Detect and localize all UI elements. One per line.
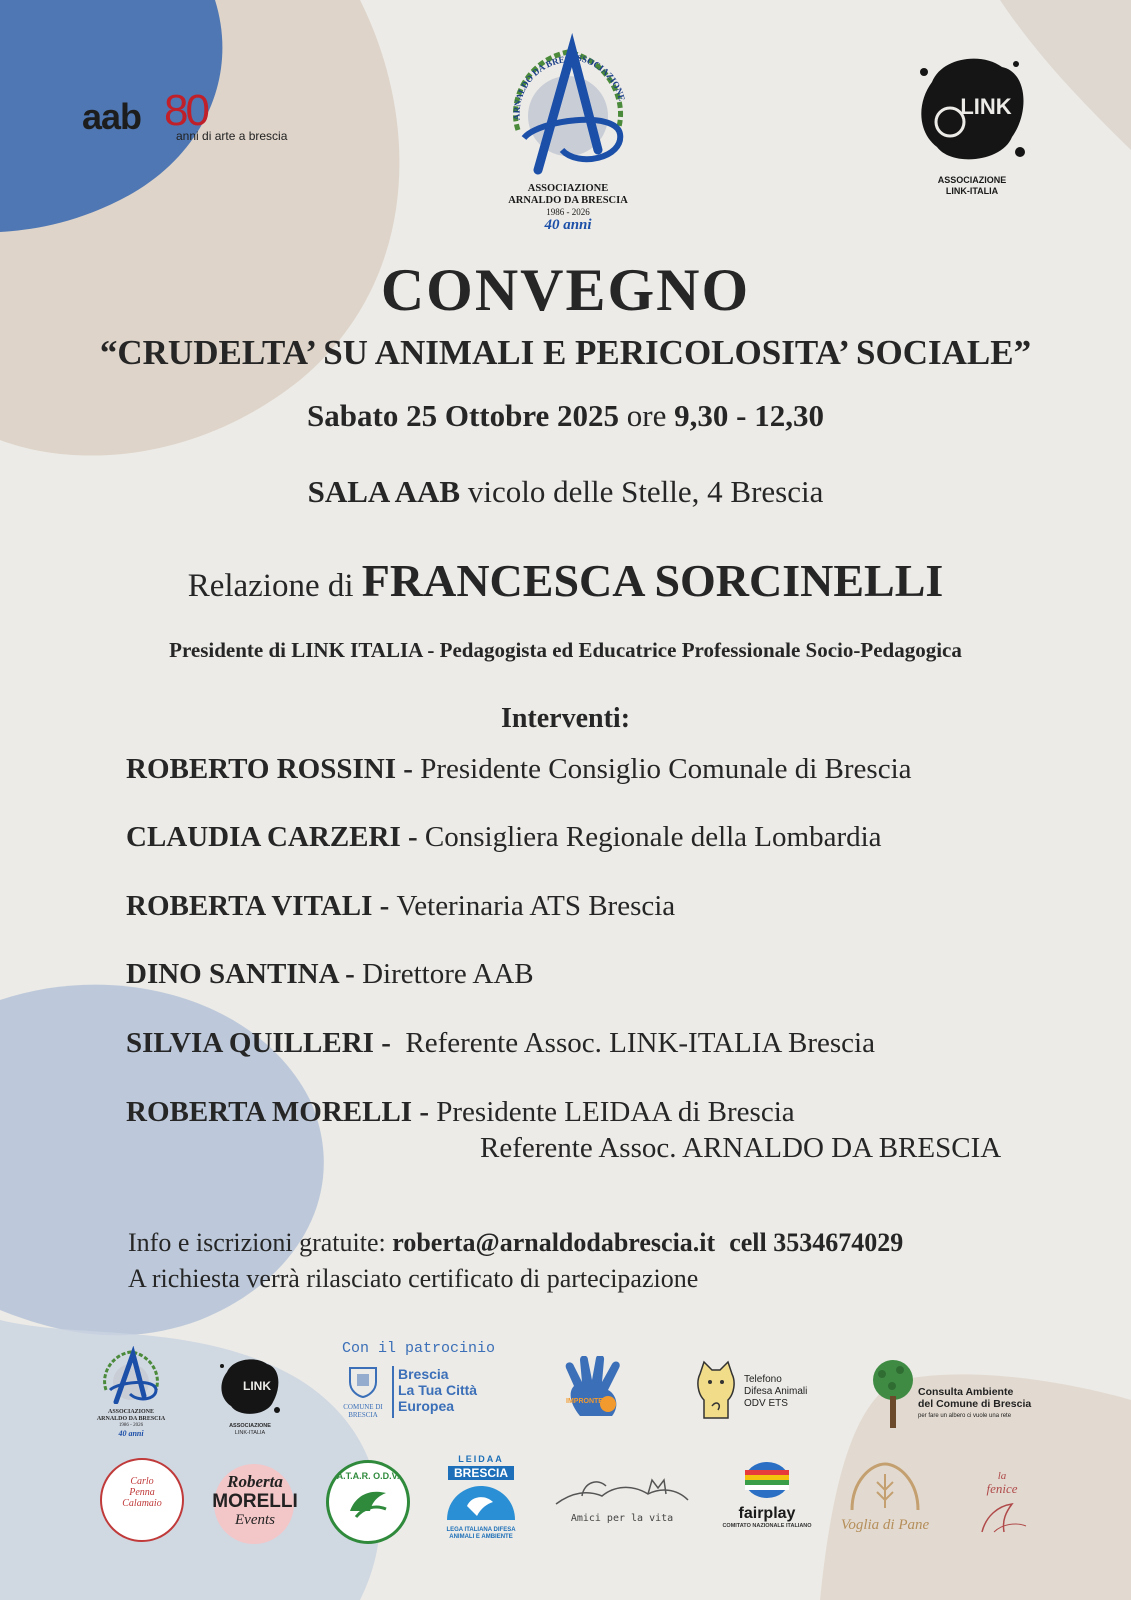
- patrocinio-divider: [392, 1366, 394, 1418]
- speaker-name: ROBERTO ROSSINI: [126, 753, 397, 785]
- arnaldo-caption-2: ARNALDO DA BRESCIA: [508, 195, 628, 206]
- voglia-di-pane-logo: [832, 1460, 938, 1544]
- leidaa-top: LEIDAA: [458, 1454, 504, 1464]
- consulta-caption-1: Consulta Ambiente: [918, 1386, 1014, 1398]
- footer-arnaldo-caption-2: ARNALDO DA BRESCIA: [96, 1416, 166, 1422]
- arnaldo-emblem-icon: [498, 30, 638, 178]
- interventi-heading: Interventi:: [500, 703, 631, 734]
- consulta-caption-3: per fare un albero ci vuole una rete: [918, 1413, 1012, 1419]
- fenice-caption-2: fenice: [986, 1481, 1018, 1496]
- wheat-ear-icon: [832, 1460, 938, 1512]
- impronte-logo: [560, 1356, 630, 1426]
- fairplay-word: fairplay: [738, 1505, 796, 1522]
- main-speaker-role: Presidente di LINK ITALIA - Pedagogista ed Educatrice Professionale Socio-Pedagogica: [169, 638, 962, 662]
- footer-arnaldo-logo: [96, 1346, 166, 1446]
- telefono-caption-3: ODV ETS: [744, 1398, 788, 1409]
- telefono-caption-1: Telefono: [744, 1374, 782, 1385]
- footer-link-logo: [216, 1356, 284, 1446]
- morelli-caption-3: Events: [235, 1512, 275, 1528]
- footer-arnaldo-years: 1986 - 2026: [118, 1423, 144, 1428]
- fairplay-sub: COMITATO NAZIONALE ITALIANO: [722, 1523, 812, 1529]
- roberta-morelli-events-logo: [200, 1462, 310, 1542]
- aab80-logo: [82, 86, 322, 156]
- speaker-separator: -: [412, 1096, 437, 1128]
- arnaldo-small-emblem-icon: [98, 1346, 164, 1404]
- carlo-caption-2: Penna: [129, 1487, 155, 1498]
- footer-link-word: LINK: [243, 1379, 271, 1393]
- carlo-caption-1: Carlo: [130, 1476, 154, 1487]
- speaker-item: [126, 821, 882, 854]
- voglia-caption: Voglia di Pane: [840, 1517, 930, 1533]
- speaker-name: SILVIA QUILLERI: [126, 1027, 374, 1059]
- cat-phone-icon: [694, 1360, 738, 1422]
- leidaa-caption-1: LEGA ITALIANA DIFESA: [446, 1527, 516, 1533]
- relazione-line: [0, 554, 1131, 607]
- speaker-separator: -: [372, 890, 397, 922]
- aab-logo-tagline: anni di arte a brescia: [176, 129, 288, 143]
- tree-icon: [870, 1356, 916, 1430]
- comune-brescia-block: [338, 1364, 388, 1419]
- fairplay-logo: [712, 1460, 822, 1540]
- info-email[interactable]: roberta@arnaldodabrescia.it: [392, 1228, 716, 1257]
- impronte-label: IMPRONTE: [566, 1398, 603, 1405]
- arnaldo-da-brescia-logo: [498, 30, 638, 240]
- aab-logo-number: 80: [164, 86, 207, 135]
- speaker-separator: -: [337, 958, 363, 990]
- link-logo-word: LINK: [960, 94, 1012, 119]
- event-date-middle: ore: [619, 398, 675, 433]
- link-splash-icon: [912, 52, 1032, 170]
- relazione-prefix: Relazione di: [187, 568, 362, 604]
- speaker-item: [126, 1096, 795, 1129]
- speaker-name: ROBERTA VITALI: [126, 890, 373, 922]
- comune-label-2: BRESCIA: [348, 1411, 378, 1419]
- morelli-caption-2: MORELLI: [212, 1491, 298, 1512]
- aab-logo-word: aab: [82, 96, 142, 137]
- info-line: [128, 1228, 903, 1258]
- atar-label: A.T.A.R. O.D.V.: [336, 1471, 400, 1481]
- link-caption-2: LINK-ITALIA: [945, 186, 999, 196]
- event-date-time: 9,30 - 12,30: [674, 398, 824, 433]
- arnaldo-years: 1986 - 2026: [546, 207, 590, 217]
- speaker-item: [126, 1027, 875, 1060]
- globe-dog-icon: [441, 1482, 521, 1522]
- carlo-caption-3: Calamaio: [122, 1498, 162, 1509]
- arnaldo-caption-1: ASSOCIAZIONE: [527, 183, 609, 194]
- leidaa-caption-2: ANIMALI E AMBIENTE: [449, 1534, 513, 1540]
- leidaa-city: BRESCIA: [448, 1466, 514, 1480]
- brescia-slogan-1: Brescia: [398, 1366, 449, 1382]
- speaker-item: [126, 890, 675, 923]
- link-small-splash-icon: [217, 1356, 283, 1418]
- brescia-slogan-2: La Tua Città: [398, 1382, 478, 1398]
- brescia-slogan-3: Europea: [398, 1398, 455, 1414]
- event-date: [0, 398, 1131, 434]
- footer-arnaldo-caption-1: ASSOCIAZIONE: [107, 1409, 154, 1415]
- brescia-coat-of-arms-icon: [348, 1364, 378, 1398]
- footer-link-caption-2: LINK-ITALIA: [234, 1430, 266, 1436]
- comune-label-1: COMUNE DI: [343, 1403, 383, 1411]
- phoenix-icon: [972, 1496, 1032, 1536]
- speaker-role: Referente Assoc. LINK-ITALIA Brescia: [405, 1027, 875, 1059]
- speaker-role: Veterinaria ATS Brescia: [396, 890, 676, 922]
- event-place-hall: SALA AAB: [307, 474, 461, 509]
- speaker-role: Presidente Consiglio Comunale di Brescia: [420, 753, 912, 785]
- event-date-day: Sabato 25 Ottobre 2025: [307, 398, 620, 433]
- speaker-separator: -: [373, 1027, 406, 1059]
- speaker-role: Direttore AAB: [362, 958, 534, 990]
- link-italia-logo: [912, 52, 1032, 212]
- leidaa-brescia-logo: [436, 1454, 526, 1544]
- speaker-item: [126, 753, 912, 786]
- telefono-difesa-animali-logo: [694, 1360, 824, 1430]
- patrocinio-logo: [338, 1340, 498, 1430]
- atar-odv-logo: [326, 1460, 410, 1544]
- amici-per-la-vita-logo: [552, 1470, 692, 1530]
- speaker-name: ROBERTA MORELLI: [126, 1096, 413, 1128]
- speaker-name: CLAUDIA CARZERI: [126, 821, 401, 853]
- event-title: CONVEGNO: [380, 257, 751, 323]
- brescia-slogan: [398, 1366, 477, 1414]
- event-subtitle: “CRUDELTA’ SU ANIMALI E PERICOLOSITA’ SOCIALE”: [99, 333, 1032, 372]
- consulta-caption-2: del Comune di Brescia: [918, 1398, 1032, 1410]
- speaker-separator: -: [396, 753, 421, 785]
- speaker-role: Consigliera Regionale della Lombardia: [424, 821, 882, 853]
- blue-hand-print-icon: [560, 1356, 630, 1420]
- event-place: [0, 474, 1131, 510]
- morelli-caption-1: Roberta: [227, 1472, 283, 1491]
- fenice-caption-1: la: [997, 1470, 1007, 1482]
- certificate-note: A richiesta verrà rilasciato certificato di partecipazione: [128, 1264, 699, 1293]
- footer-arnaldo-anniversary: 40 anni: [118, 1429, 144, 1438]
- speaker-separator: -: [400, 821, 425, 853]
- telefono-caption: [744, 1374, 807, 1410]
- footer-link-caption-1: ASSOCIAZIONE: [229, 1423, 271, 1429]
- amici-caption: Amici per la vita: [570, 1513, 674, 1524]
- patrocinio-label: Con il patrocinio: [342, 1340, 496, 1357]
- hands-icon: [346, 1481, 390, 1521]
- main-speaker-name: FRANCESCA SORCINELLI: [361, 555, 944, 606]
- rainbow-stripes-icon: [742, 1460, 792, 1500]
- arnaldo-ring-left: ARNALDO DA BRES: [511, 53, 571, 121]
- speaker-name: DINO SANTINA: [126, 958, 338, 990]
- speaker-role: Presidente LEIDAA di Brescia: [436, 1096, 795, 1128]
- consulta-ambiente-logo: [870, 1356, 1040, 1436]
- la-fenice-logo: [962, 1464, 1042, 1544]
- telefono-caption-2: Difesa Animali: [744, 1386, 808, 1397]
- speaker-item: [126, 958, 534, 991]
- carlo-penna-calamaio-logo: [100, 1458, 184, 1542]
- consulta-caption: [918, 1386, 1031, 1422]
- arnaldo-anniversary: 40 anni: [544, 217, 592, 233]
- info-phone[interactable]: cell 3534674029: [729, 1228, 904, 1257]
- link-caption-1: ASSOCIAZIONE: [937, 175, 1007, 185]
- dog-cat-sketch-icon: [552, 1470, 692, 1508]
- info-prefix: Info e iscrizioni gratuite:: [128, 1228, 393, 1257]
- arnaldo-ring-right: ASSOCIAZIONE: [569, 51, 628, 102]
- event-place-address: vicolo delle Stelle, 4 Brescia: [460, 474, 824, 509]
- speaker-role-secondary: Referente Assoc. ARNALDO DA BRESCIA: [480, 1132, 1002, 1164]
